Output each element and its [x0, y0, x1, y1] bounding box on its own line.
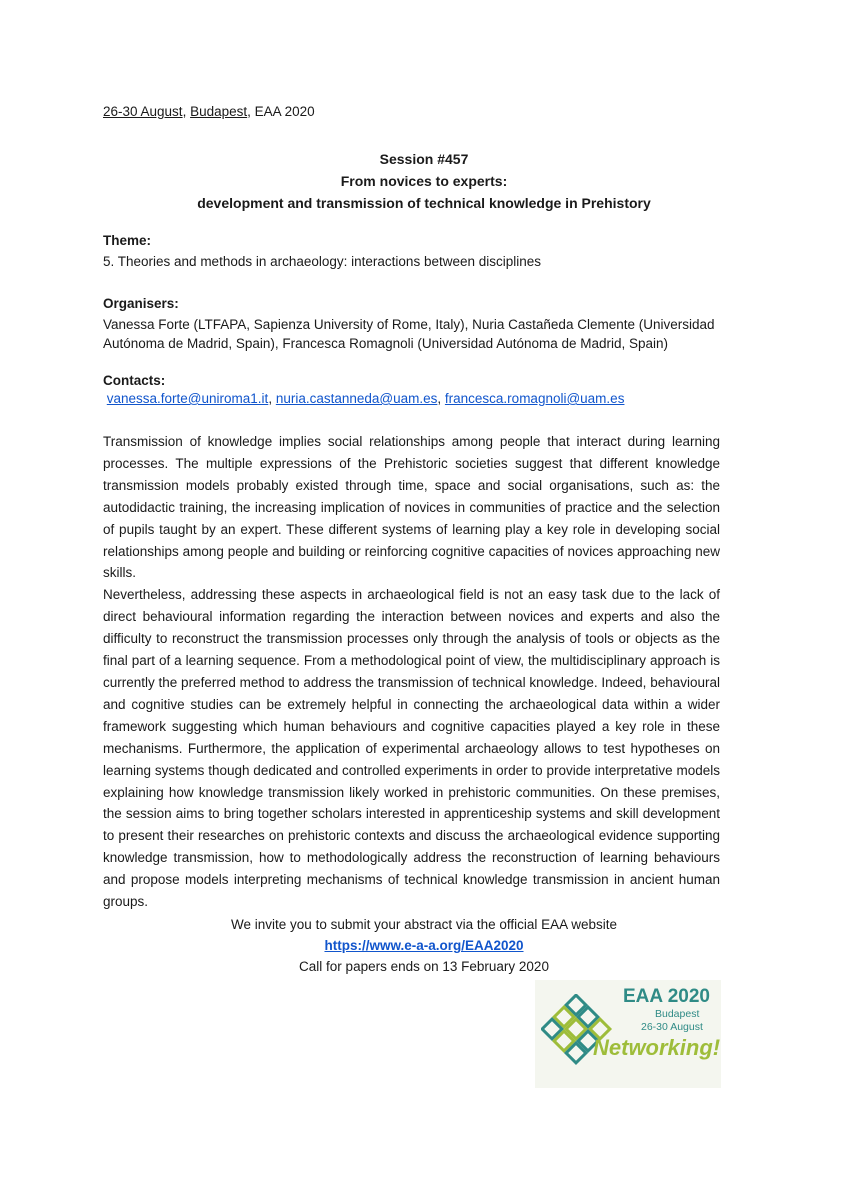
abstract-paragraph-1: Transmission of knowledge implies social relationships among people that interact during learning processes. The multiple expressions of the Prehistoric societies suggest that different knowledge transmission models probably existed through time, space and social organisations, such as: the autodidactic training, the increasing implication of novices in communities of practice and the selection of pupils taught by an expert. These different systems of learning play a key role in developing social relationships among people and building or reinforcing cognitive capacities of novices approaching new skills.	[103, 434, 720, 581]
dateline-separator: ,	[182, 104, 191, 119]
email-separator: ,	[268, 391, 276, 406]
session-number: Session #457	[379, 151, 469, 167]
eaa-2020-logo	[535, 980, 721, 1088]
email-separator: ,	[437, 391, 445, 406]
email-link-castaneda[interactable]: nuria.castanneda@uam.es	[275, 391, 438, 406]
email-link-forte[interactable]: vanessa.forte@uniroma1.it	[106, 391, 269, 406]
dateline-event: , EAA 2020	[247, 104, 315, 119]
deadline-text: Call for papers ends on 13 February 2020	[299, 959, 549, 974]
logo-title: EAA 2020	[623, 986, 710, 1007]
networking-diamond-icon	[541, 994, 621, 1074]
dateline-date: 26-30 August	[103, 104, 183, 119]
eaa-website-link[interactable]: https://www.e-a-a.org/EAA2020	[324, 938, 524, 953]
logo-tagline: Networking!	[593, 1035, 721, 1060]
theme-heading: Theme:	[103, 233, 152, 248]
invite-text: We invite you to submit your abstract via the official EAA website	[231, 917, 617, 932]
theme-text: 5. Theories and methods in archaeology: interactions between disciplines	[103, 254, 542, 269]
contacts-heading: Contacts:	[103, 373, 166, 388]
session-title-line1: From novices to experts:	[340, 173, 508, 189]
logo-city: Budapest	[655, 1008, 700, 1020]
abstract-paragraph-2: Nevertheless, addressing these aspects in archaeological field is not an easy task due to the lack of direct behavioural information regarding the interaction between novices and experts and also the difficulty to reconstruct the transmission processes only through the analysis of tools or objects as the final part of a learning sequence. From a methodological point of view, the multidisciplinary approach is currently the preferred method to address the transmission of technical knowledge. Indeed, behavioural and cognitive studies can be extremely helpful in connecting the archaeological data within a wider framework suggesting which human behaviours and cognitive capacities played a key role in these mechanisms. Furthermore, the application of experimental archaeology allows to test hypotheses on learning systems though dedicated and controlled experiments in order to provide interpretative models explaining how knowledge transmission likely worked in prehistoric communities. On these premises, the session aims to bring together scholars interested in apprenticeship systems and skill development to present their researches on prehistoric contexts and discuss the archaeological evidence supporting knowledge transmission, how to methodologically address the reconstruction of learning behaviours and propose models interpreting mechanisms of technical knowledge transmission in ancient human groups.	[103, 587, 720, 910]
session-title-line2: development and transmission of technical knowledge in Prehistory	[197, 195, 651, 211]
contacts-links	[103, 391, 624, 406]
session-title-block	[100, 148, 748, 214]
session-abstract	[103, 431, 720, 913]
organisers-text: Vanessa Forte (LTFAPA, Sapienza University of Rome, Italy), Nuria Castañeda Clemente (Universidad Autónoma de Madrid, Spain), Francesca Romagnoli (Universidad Autónoma de Madrid, Spain)	[103, 317, 715, 351]
email-link-romagnoli[interactable]: francesca.romagnoli@uam.es	[444, 391, 625, 406]
dateline-city: Budapest	[190, 104, 248, 119]
logo-dates: 26-30 August	[641, 1021, 703, 1033]
dateline	[103, 104, 315, 119]
invite-block	[100, 914, 748, 977]
organisers-heading: Organisers:	[103, 296, 179, 311]
